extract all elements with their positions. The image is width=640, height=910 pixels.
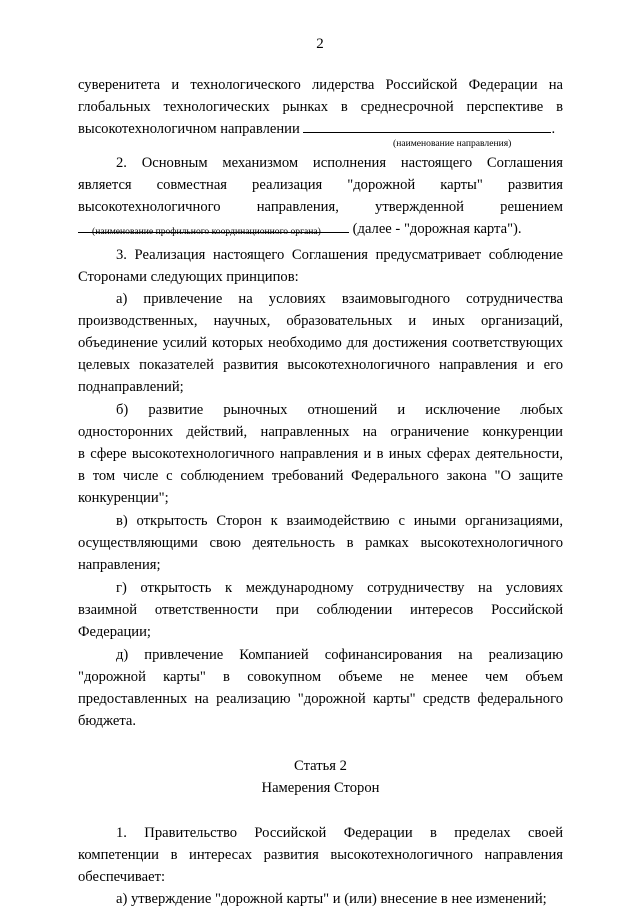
item-d-line-1: д) привлечение Компанией софинансирования на реализацию xyxy=(116,647,563,663)
item-g-line-2: взаимной ответственности при соблюдении интересов Российской xyxy=(78,602,563,618)
item-d-line-3: предоставленных на реализацию "дорожной карты" средств федерального xyxy=(78,691,563,707)
item-a-line-2: производственных, научных, образовательных и иных организаций, xyxy=(78,313,563,329)
art2-p1-line-1: 1. Правительство Российской Федерации в пределах своей xyxy=(116,825,563,841)
item-v-line-2: осуществляющими свою деятельность в рамках высокотехнологичного xyxy=(78,535,563,551)
item-g-line-3: Федерации; xyxy=(78,624,151,640)
p2-line-3: высокотехнологичного направления, утвержденной решением xyxy=(78,199,563,215)
art2-p1-line-3: обеспечивает: xyxy=(78,869,166,885)
item-d-line-4: бюджета. xyxy=(78,713,137,729)
item-b-line-2: односторонних действий, направленных на ограничение конкуренции xyxy=(78,424,563,440)
caption-authority-name: (наименование профильного координационного органа) xyxy=(92,226,321,237)
intro-line-2: глобальных технологических рынках в среднесрочной перспективе в xyxy=(78,99,563,115)
article-title: Намерения Сторон xyxy=(261,780,380,796)
item-b-line-5: конкуренции"; xyxy=(78,490,169,506)
item-a-line-3: объединение усилий которых необходимо для достижения соответствующих xyxy=(78,335,563,351)
intro-line-3-text: высокотехнологичном направлении xyxy=(78,121,300,137)
item-b-line-3: в сфере высокотехнологичного направления и в иных сферах деятельности, xyxy=(78,446,563,462)
page-number: 2 xyxy=(316,36,324,52)
p2-line-2: является совместная реализация "дорожной карты" развития xyxy=(78,177,563,193)
item-g-line-1: г) открытость к международному сотрудничеству на условиях xyxy=(116,580,563,596)
item-a-line-1: а) привлечение на условиях взаимовыгодного сотрудничества xyxy=(116,291,563,307)
item-a-line-5: поднаправлений; xyxy=(78,379,184,395)
p3-line-2: Сторонами следующих принципов: xyxy=(78,269,299,285)
intro-period: . xyxy=(551,121,556,137)
p2-line-1: 2. Основным механизмом исполнения настоящего Соглашения xyxy=(116,155,563,171)
item-d-line-2: "дорожной карты" в совокупном объеме не менее чем объем xyxy=(78,669,563,685)
fill-in-blank-direction xyxy=(303,118,551,133)
item-b-line-1: б) развитие рыночных отношений и исключение любых xyxy=(116,402,563,418)
item-v-line-1: в) открытость Сторон к взаимодействию с иными организациями, xyxy=(116,513,563,529)
p3-line-1: 3. Реализация настоящего Соглашения предусматривает соблюдение xyxy=(116,247,563,263)
art2-p1-line-2: компетенции в интересах развития высокотехнологичного направления xyxy=(78,847,563,863)
p2-line-4-text: (далее - "дорожная карта"). xyxy=(352,221,522,237)
item-b-line-4: в том числе с соблюдением требований Федерального закона "О защите xyxy=(78,468,563,484)
item-a-line-4: целевых показателей развития высокотехнологичного направления и его xyxy=(78,357,563,373)
intro-line-1: суверенитета и технологического лидерства Российской Федерации на xyxy=(78,77,563,93)
art2-item-a: а) утверждение "дорожной карты" и (или) внесение в нее изменений; xyxy=(116,891,547,907)
item-v-line-3: направления; xyxy=(78,557,161,573)
article-number: Статья 2 xyxy=(294,758,347,774)
caption-direction-name: (наименование направления) xyxy=(393,138,512,149)
